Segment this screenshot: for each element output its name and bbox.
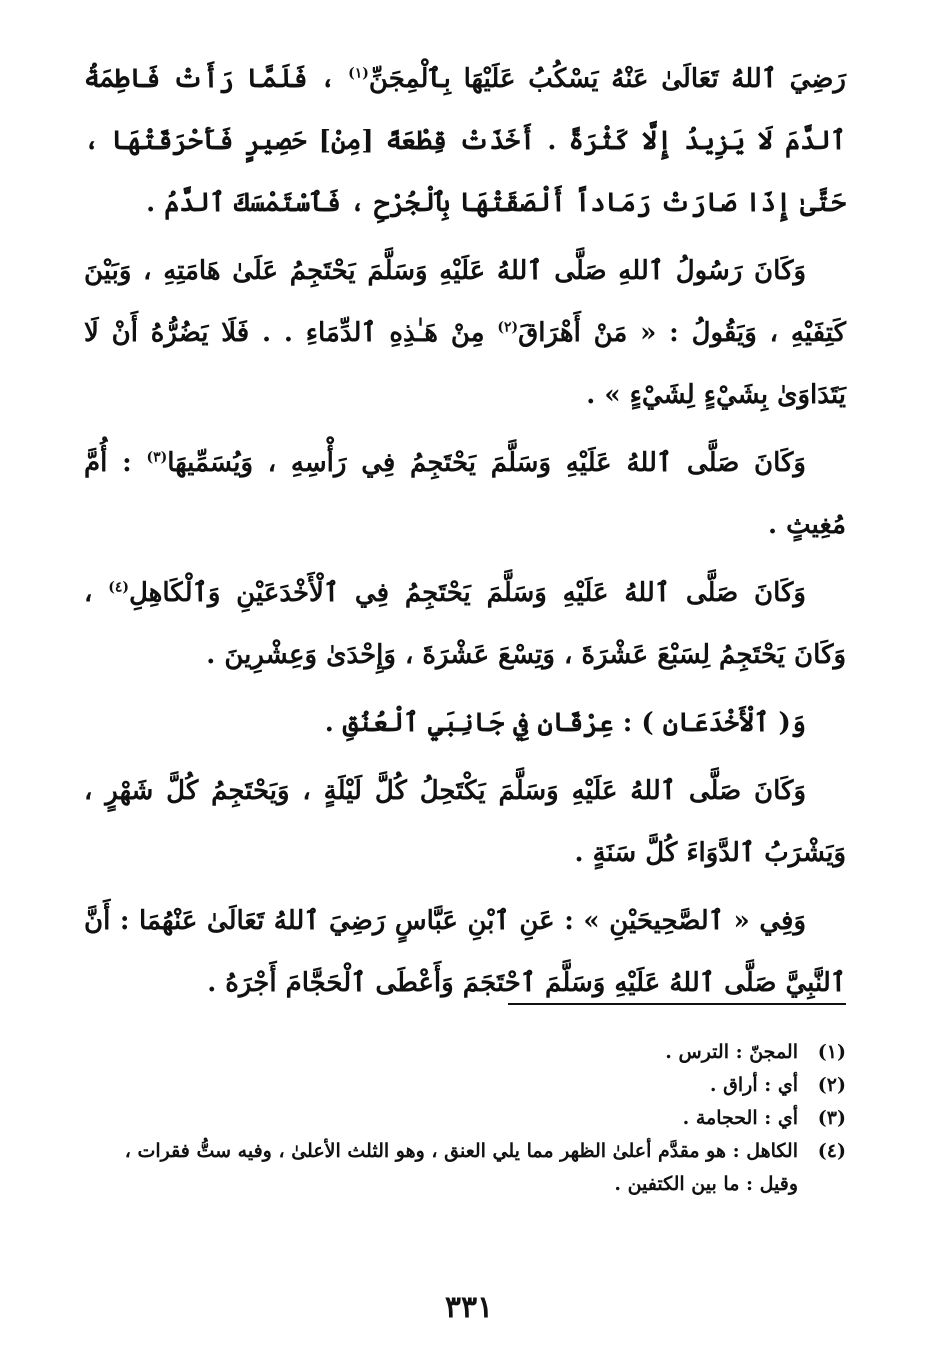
paragraph-3-text-b: : أُمَّ مُغِيثٍ . [84, 448, 846, 540]
footnote-ref-2: (٢) [497, 319, 519, 336]
paragraph-4-text-a: وَكَانَ صَلَّى ٱللهُ عَلَيْهِ وَسَلَّمَ يَحْتَجِمُ فِي ٱلْأَخْدَعَيْنِ وَٱلْكَاهِلِ [128, 578, 806, 608]
footnote-number: (٢) [817, 1074, 846, 1096]
paragraph-7: وَفِي « ٱلصَّحِيحَيْنِ » : عَنِ ٱبْنِ عَبَّاسٍ رَضِيَ ٱللهُ تَعَالَىٰ عَنْهُمَا : أَنَّ ٱلنَّبِيَّ صَلَّى ٱللهُ عَلَيْهِ وَسَلَّمَ ٱحْتَجَمَ وَأَعْطَى ٱلْحَجَّامَ أَجْرَهُ . [84, 906, 846, 998]
footnote-ref-3: (٣) [146, 449, 168, 466]
footnote-3 [84, 1102, 846, 1135]
footnote-term: المجنّ [749, 1041, 798, 1063]
footnote-definition: : الترس . [665, 1041, 750, 1063]
footnote-number: (٣) [817, 1107, 846, 1129]
paragraph-1-text-b: ، فَلَمَّا رَأَتْ فَاطِمَةُ ٱلدَّمَ لَا يَزِيدُ إِلَّا كَثْرَةً . أَخَذَتْ قِطْعَةً [مِنْ] حَصِيرٍ فَأَحْرَقَتْهَا ، حَتَّىٰ إِذَا صَارَتْ رَمَاداً أَلْصَقَتْهَا بِٱلْجُرْحِ ، فَٱسْتَمْسَكَ ٱلدَّمُ . [84, 64, 846, 218]
footnote-text: أي : الحجامة . [682, 1107, 798, 1129]
footnote-ref-1: (١) [348, 65, 369, 82]
paragraph-6: وَكَانَ صَلَّى ٱللهُ عَلَيْهِ وَسَلَّمَ يَكْتَحِلُ كُلَّ لَيْلَةٍ ، وَيَحْتَجِمُ كُلَّ شَهْرٍ ، وَيَشْرَبُ ٱلدَّوَاءَ كُلَّ سَنَةٍ . [84, 776, 846, 868]
paragraph-1 [84, 48, 846, 234]
paragraph-4-text-b: ، وَكَانَ يَحْتَجِمُ لِسَبْعَ عَشْرَةَ ، وَتِسْعَ عَشْرَةَ ، وَإِحْدَىٰ وَعِشْرِينَ . [84, 578, 846, 670]
footnotes [84, 1036, 846, 1201]
footnote-ref-4: (٤) [108, 579, 129, 596]
footnote-1 [84, 1036, 846, 1069]
paragraph-4 [84, 562, 846, 686]
paragraph-1-text-a: رَضِيَ ٱللهُ تَعَالَىٰ عَنْهُ يَسْكُبُ عَلَيْهَا بِٱلْمِجَنِّ [368, 64, 846, 94]
footnote-number: (٤) [817, 1140, 846, 1162]
main-text [84, 48, 846, 1020]
footnote-4 [84, 1135, 846, 1201]
paragraph-5: وَ( ٱلْأَخْدَعَانِ ) : عِرْقَانِ فِي جَانِبَيِ ٱلْعُنُقِ . [324, 708, 806, 738]
paragraph-2-text-b: مِنْ هَـٰذِهِ ٱلدِّمَاءِ . . فَلَا يَضُرُّهُ أَنْ لَا يَتَدَاوَىٰ بِشَيْءٍ لِشَيْءٍ » . [84, 318, 846, 410]
paragraph-2 [84, 240, 846, 426]
footnote-separator [508, 1003, 846, 1005]
footnote-number: (١) [817, 1041, 846, 1063]
footnote-text [84, 1036, 798, 1069]
paragraph-3-text-a: وَكَانَ صَلَّى ٱللهُ عَلَيْهِ وَسَلَّمَ يَحْتَجِمُ فِي رَأْسِهِ ، وَيُسَمِّيهَا [167, 448, 806, 478]
paragraph-2-text-a: وَكَانَ رَسُولُ ٱللهِ صَلَّى ٱللهُ عَلَيْهِ وَسَلَّمَ يَحْتَجِمُ عَلَىٰ هَامَتِهِ ، وَبَيْنَ كَتِفَيْهِ ، وَيَقُولُ : « مَنْ أَهْرَاقَ [84, 256, 846, 348]
page-number: ٣٣١ [444, 1290, 494, 1325]
paragraph-3 [84, 432, 846, 556]
footnote-text: الكاهل : هو مقدَّم أعلىٰ الظهر مما يلي العنق ، وهو الثلث الأعلىٰ ، وفيه ستُّ فقرات ، وقيل : ما بين الكتفين . [124, 1140, 798, 1195]
footnote-text: أي : أراق . [709, 1074, 798, 1096]
footnote-2 [84, 1069, 846, 1102]
